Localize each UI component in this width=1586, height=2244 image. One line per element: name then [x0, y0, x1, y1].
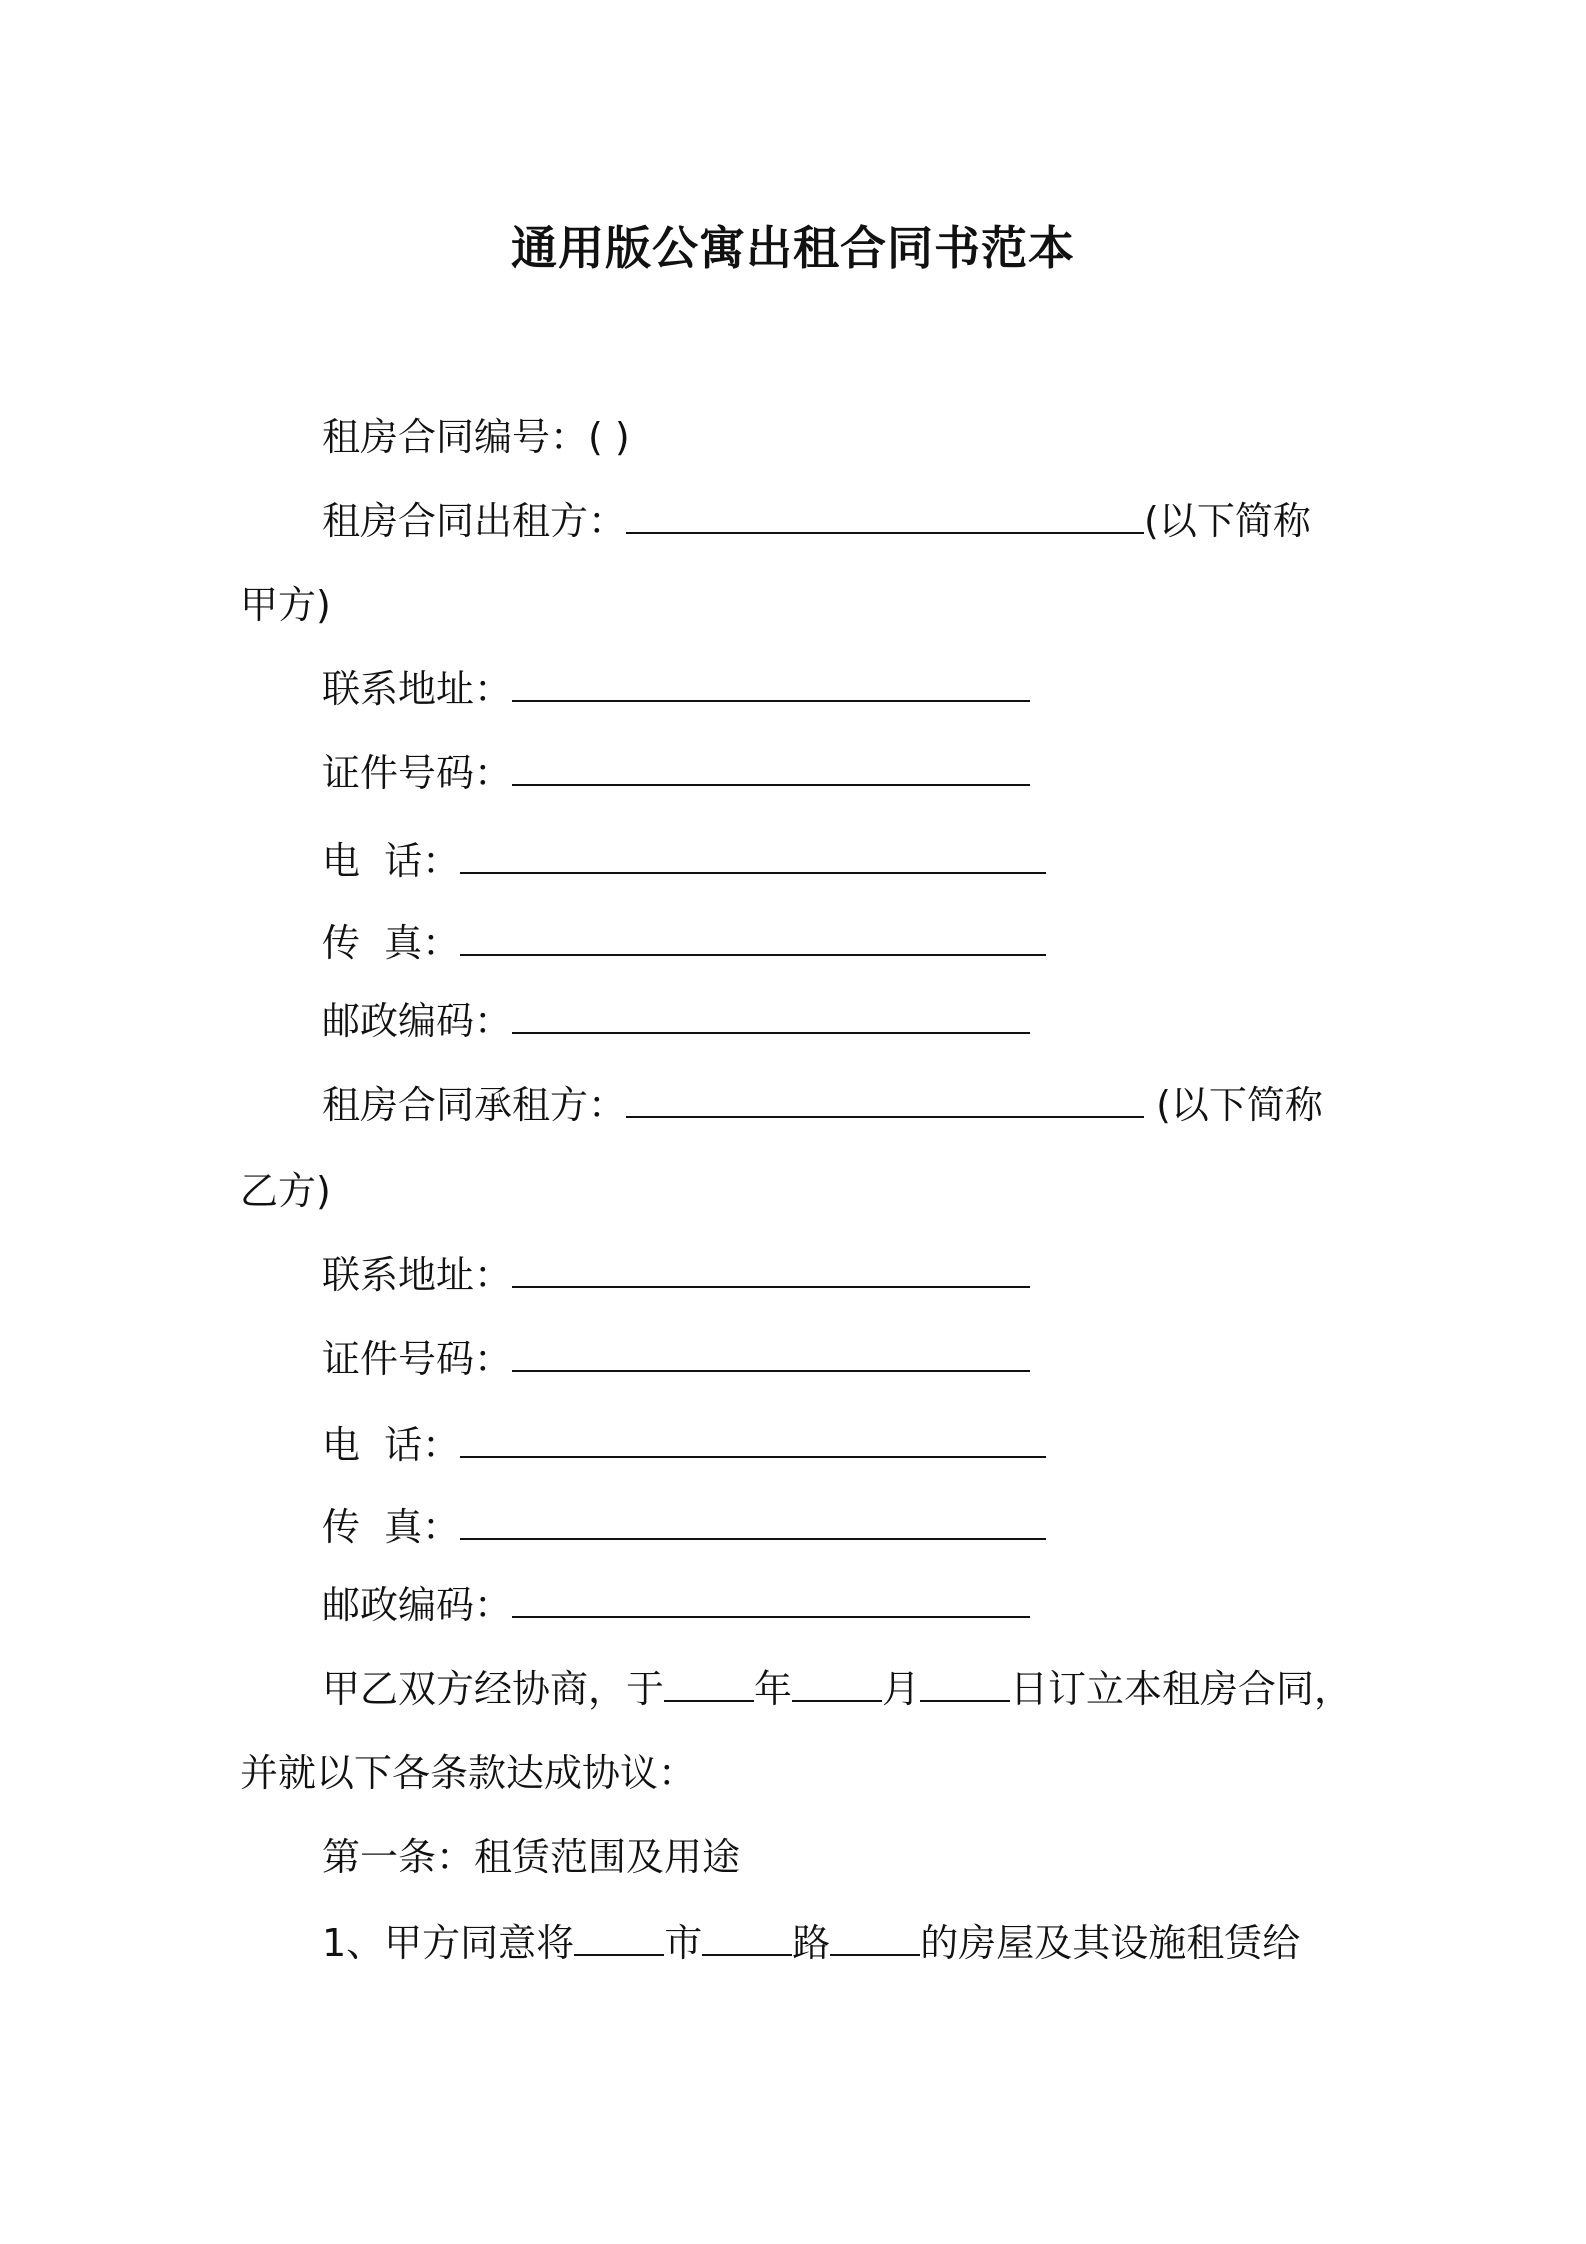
party-a-postcode-label: 邮政编码：	[322, 999, 513, 1043]
agreement-wrap-line	[240, 1748, 696, 1798]
lessee-suffix: (以下简称	[1144, 1083, 1323, 1127]
month-label: 月	[882, 1667, 921, 1711]
lessor-wrap: 甲方)	[240, 583, 331, 627]
agreement-wrap: 并就以下各条款达成协议：	[240, 1751, 697, 1795]
party-a-id-blank[interactable]	[512, 748, 1030, 786]
party-b-id-label: 证件号码：	[322, 1337, 513, 1381]
clause-1-road: 路	[792, 1921, 831, 1965]
lessor-label: 租房合同出租方：	[322, 499, 627, 543]
party-b-id-blank[interactable]	[512, 1334, 1030, 1372]
party-b-phone-label: 电 话：	[322, 1423, 461, 1467]
lessor-name-blank[interactable]	[626, 496, 1144, 534]
party-a-address-line	[322, 664, 1030, 714]
party-b-id-line	[322, 1334, 1030, 1384]
party-b-fax-label: 传 真：	[322, 1505, 461, 1549]
clause-1-suffix: 的房屋及其设施租赁给	[920, 1921, 1301, 1965]
party-a-postcode-line	[322, 996, 1030, 1046]
party-a-id-line	[322, 748, 1030, 798]
clause-1-line	[322, 1918, 1300, 1968]
party-b-fax-line	[322, 1502, 1046, 1552]
lessee-wrap-line	[240, 1166, 331, 1216]
month-blank[interactable]	[792, 1664, 882, 1702]
party-a-fax-blank[interactable]	[460, 918, 1046, 956]
party-a-phone-blank[interactable]	[460, 836, 1046, 874]
year-blank[interactable]	[664, 1664, 754, 1702]
party-b-address-label: 联系地址：	[322, 1253, 513, 1297]
party-b-postcode-label: 邮政编码：	[322, 1583, 513, 1627]
clause-1-blank-1[interactable]	[574, 1918, 664, 1956]
day-blank[interactable]	[920, 1664, 1010, 1702]
agreement-prefix: 甲乙双方经协商，于	[322, 1667, 665, 1711]
party-b-postcode-line	[322, 1580, 1030, 1630]
party-a-address-label: 联系地址：	[322, 667, 513, 711]
party-b-phone-line	[322, 1420, 1046, 1470]
lessor-line	[322, 496, 1311, 546]
party-b-address-line	[322, 1250, 1030, 1300]
party-b-postcode-blank[interactable]	[512, 1580, 1030, 1618]
party-b-phone-blank[interactable]	[460, 1420, 1046, 1458]
lessor-suffix: (以下简称	[1144, 499, 1311, 543]
contract-number-line	[322, 412, 630, 462]
lessee-line	[322, 1080, 1323, 1130]
article-1-heading: 第一条：租赁范围及用途	[322, 1835, 741, 1879]
clause-1-city: 市	[664, 1921, 703, 1965]
document-title: 通用版公寓出租合同书范本	[511, 221, 1075, 275]
agreement-line	[322, 1664, 1352, 1714]
party-a-fax-line	[322, 918, 1046, 968]
lessor-wrap-line	[240, 580, 331, 630]
party-a-phone-line	[322, 836, 1046, 886]
article-1-heading-line	[322, 1832, 740, 1882]
clause-1-prefix: 1、甲方同意将	[322, 1921, 575, 1965]
lessee-wrap: 乙方)	[240, 1169, 331, 1213]
lessee-label: 租房合同承租方：	[322, 1083, 627, 1127]
lessee-name-blank[interactable]	[626, 1080, 1144, 1118]
agreement-day-suffix: 日订立本租房合同，	[1010, 1667, 1353, 1711]
party-b-address-blank[interactable]	[512, 1250, 1030, 1288]
year-label: 年	[754, 1667, 793, 1711]
clause-1-blank-3[interactable]	[830, 1918, 920, 1956]
party-a-id-label: 证件号码：	[322, 751, 513, 795]
clause-1-blank-2[interactable]	[702, 1918, 792, 1956]
party-a-fax-label: 传 真：	[322, 921, 461, 965]
contract-number: 租房合同编号：( )	[322, 415, 630, 459]
party-a-address-blank[interactable]	[512, 664, 1030, 702]
party-a-phone-label: 电 话：	[322, 839, 461, 883]
party-b-fax-blank[interactable]	[460, 1502, 1046, 1540]
party-a-postcode-blank[interactable]	[512, 996, 1030, 1034]
